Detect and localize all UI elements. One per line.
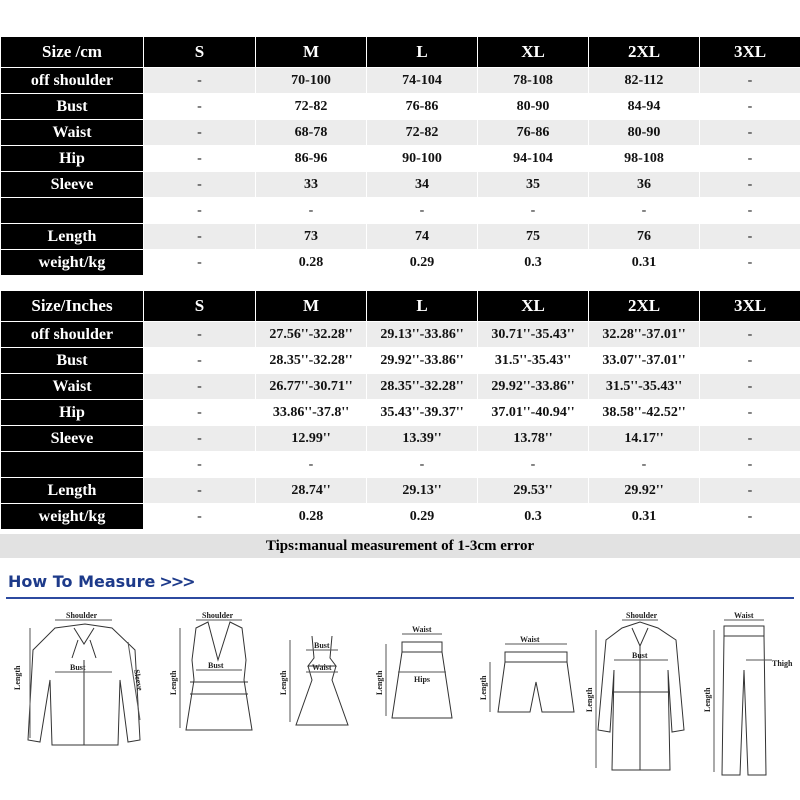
row-label: Sleeve xyxy=(1,426,144,452)
table-cell: 0.28 xyxy=(256,504,367,530)
table-row xyxy=(1,400,800,426)
header-cell: L xyxy=(367,291,478,322)
table-cell: 32.28''-37.01'' xyxy=(589,322,700,348)
table-cell: - xyxy=(256,452,367,478)
size-table-cm xyxy=(0,36,800,276)
header-cell: Size/Inches xyxy=(1,291,144,322)
table-cell: - xyxy=(700,94,800,120)
header-cell: XL xyxy=(478,291,589,322)
table-cell: - xyxy=(144,348,256,374)
table-cell: 29.13''-33.86'' xyxy=(367,322,478,348)
table-cell: - xyxy=(700,374,800,400)
length-label: Length xyxy=(375,670,384,695)
table-cell: - xyxy=(144,224,256,250)
row-label xyxy=(1,198,144,224)
table-cell: 31.5''-35.43'' xyxy=(589,374,700,400)
table-header-row xyxy=(1,291,800,322)
table-cell: 0.31 xyxy=(589,250,700,276)
row-label: Sleeve xyxy=(1,172,144,198)
length-label: Length xyxy=(169,670,178,695)
table-cell: 76 xyxy=(589,224,700,250)
table-cell: - xyxy=(144,374,256,400)
table-cell: 98-108 xyxy=(589,146,700,172)
table-row xyxy=(1,322,800,348)
table-cell: 72-82 xyxy=(367,120,478,146)
table-cell: 13.78'' xyxy=(478,426,589,452)
table-cell: 70-100 xyxy=(256,68,367,94)
table-row xyxy=(1,198,800,224)
table-cell: 0.28 xyxy=(256,250,367,276)
table-cell: - xyxy=(144,478,256,504)
table-cell: - xyxy=(589,452,700,478)
table-cell: 0.29 xyxy=(367,504,478,530)
table-cell: 36 xyxy=(589,172,700,198)
table-cell: - xyxy=(144,426,256,452)
waist-label: Waist xyxy=(412,625,432,634)
table-cell: 14.17'' xyxy=(589,426,700,452)
row-label: Hip xyxy=(1,146,144,172)
row-label: Bust xyxy=(1,348,144,374)
table-cell: 34 xyxy=(367,172,478,198)
table-cell: - xyxy=(700,504,800,530)
table-cell: - xyxy=(700,348,800,374)
row-label: Hip xyxy=(1,400,144,426)
table-header-row xyxy=(1,37,800,68)
table-cell: 29.92''-33.86'' xyxy=(367,348,478,374)
row-label: off shoulder xyxy=(1,322,144,348)
shoulder-label: Shoulder xyxy=(66,611,98,620)
table-cell: - xyxy=(478,198,589,224)
trousers-diagram xyxy=(714,620,772,775)
table-cell: 82-112 xyxy=(589,68,700,94)
table-cell: 80-90 xyxy=(589,120,700,146)
table-cell: 33 xyxy=(256,172,367,198)
table-cell: 84-94 xyxy=(589,94,700,120)
table-row xyxy=(1,374,800,400)
table-row xyxy=(1,250,800,276)
row-label xyxy=(1,452,144,478)
table-cell: 38.58''-42.52'' xyxy=(589,400,700,426)
row-label: weight/kg xyxy=(1,250,144,276)
table-cell: - xyxy=(144,198,256,224)
table-cell: - xyxy=(700,120,800,146)
table-cell: 29.13'' xyxy=(367,478,478,504)
table-cell: 0.3 xyxy=(478,504,589,530)
table-cell: - xyxy=(700,250,800,276)
header-cell: S xyxy=(144,37,256,68)
bust-label: Bust xyxy=(314,641,330,650)
table-cell: 0.29 xyxy=(367,250,478,276)
table-cell: 29.53'' xyxy=(478,478,589,504)
length-label: Length xyxy=(585,687,594,712)
title-divider xyxy=(6,597,794,599)
table-row xyxy=(1,348,800,374)
table-cell: 37.01''-40.94'' xyxy=(478,400,589,426)
table-cell: 78-108 xyxy=(478,68,589,94)
table-cell: - xyxy=(700,452,800,478)
measurement-diagrams xyxy=(0,600,800,800)
table-row xyxy=(1,478,800,504)
table-cell: 12.99'' xyxy=(256,426,367,452)
table-cell: 74-104 xyxy=(367,68,478,94)
table-row xyxy=(1,172,800,198)
table-row xyxy=(1,68,800,94)
table-row xyxy=(1,146,800,172)
how-to-measure-text: How To Measure xyxy=(8,572,156,591)
hips-label: Hips xyxy=(414,675,431,684)
table-cell: 29.92'' xyxy=(589,478,700,504)
table-cell: - xyxy=(700,426,800,452)
header-cell: 3XL xyxy=(700,37,800,68)
length-label: Length xyxy=(703,687,712,712)
header-cell: L xyxy=(367,37,478,68)
table-cell: 76-86 xyxy=(367,94,478,120)
table-row xyxy=(1,224,800,250)
header-cell: Size /cm xyxy=(1,37,144,68)
table-cell: - xyxy=(700,400,800,426)
table-row xyxy=(1,504,800,530)
row-label: Waist xyxy=(1,120,144,146)
table-cell: 33.86''-37.8'' xyxy=(256,400,367,426)
table-cell: 0.3 xyxy=(478,250,589,276)
row-label: Length xyxy=(1,224,144,250)
row-label: Waist xyxy=(1,374,144,400)
table-cell: 29.92''-33.86'' xyxy=(478,374,589,400)
table-cell: - xyxy=(700,172,800,198)
table-cell: 68-78 xyxy=(256,120,367,146)
thigh-label: Thigh xyxy=(772,659,793,668)
table-cell: - xyxy=(144,452,256,478)
table-cell: 94-104 xyxy=(478,146,589,172)
table-cell: - xyxy=(144,250,256,276)
table-cell: 28.35''-32.28'' xyxy=(256,348,367,374)
table-cell: 35.43''-39.37'' xyxy=(367,400,478,426)
table-cell: - xyxy=(144,400,256,426)
size-table-inches xyxy=(0,290,800,530)
bust-label: Bust xyxy=(208,661,224,670)
tank-top-diagram xyxy=(180,620,252,730)
table-cell: - xyxy=(700,224,800,250)
table-row xyxy=(1,452,800,478)
table-cell: 76-86 xyxy=(478,120,589,146)
row-label: Bust xyxy=(1,94,144,120)
row-label: weight/kg xyxy=(1,504,144,530)
table-row xyxy=(1,426,800,452)
header-cell: 2XL xyxy=(589,291,700,322)
row-label: Length xyxy=(1,478,144,504)
table-cell: 73 xyxy=(256,224,367,250)
table-cell: 80-90 xyxy=(478,94,589,120)
shoulder-label: Shoulder xyxy=(202,611,234,620)
coat-diagram xyxy=(596,620,684,770)
table-cell: - xyxy=(256,198,367,224)
blouse-diagram xyxy=(28,620,140,745)
header-cell: 3XL xyxy=(700,291,800,322)
table-cell: - xyxy=(478,452,589,478)
table-cell: 35 xyxy=(478,172,589,198)
table-cell: 27.56''-32.28'' xyxy=(256,322,367,348)
table-cell: 33.07''-37.01'' xyxy=(589,348,700,374)
table-cell: - xyxy=(144,322,256,348)
row-label: off shoulder xyxy=(1,68,144,94)
waist-label: Waist xyxy=(312,663,332,672)
triple-arrow-icon: >>> xyxy=(159,572,194,591)
table-cell: - xyxy=(144,94,256,120)
how-to-measure-title xyxy=(8,572,194,591)
table-cell: 28.74'' xyxy=(256,478,367,504)
shoulder-label: Shoulder xyxy=(626,611,658,620)
table-cell: - xyxy=(144,68,256,94)
table-cell: - xyxy=(144,172,256,198)
sleeve-label: Sleeve xyxy=(132,668,145,692)
table-cell: 26.77''-30.71'' xyxy=(256,374,367,400)
table-cell: 28.35''-32.28'' xyxy=(367,374,478,400)
table-row xyxy=(1,120,800,146)
table-cell: - xyxy=(589,198,700,224)
header-cell: M xyxy=(256,37,367,68)
header-cell: S xyxy=(144,291,256,322)
table-cell: - xyxy=(700,322,800,348)
table-cell: 74 xyxy=(367,224,478,250)
table-cell: 90-100 xyxy=(367,146,478,172)
header-cell: XL xyxy=(478,37,589,68)
table-cell: - xyxy=(700,68,800,94)
table-cell: - xyxy=(144,146,256,172)
tips-banner: Tips:manual measurement of 1-3cm error xyxy=(0,534,800,558)
table-cell: - xyxy=(700,146,800,172)
table-cell: 72-82 xyxy=(256,94,367,120)
header-cell: 2XL xyxy=(589,37,700,68)
table-cell: 30.71''-35.43'' xyxy=(478,322,589,348)
table-cell: - xyxy=(367,198,478,224)
table-cell: - xyxy=(367,452,478,478)
bust-label: Bust xyxy=(632,651,648,660)
table-cell: 0.31 xyxy=(589,504,700,530)
table-cell: - xyxy=(700,478,800,504)
length-label: Length xyxy=(13,665,22,690)
table-cell: 13.39'' xyxy=(367,426,478,452)
table-cell: - xyxy=(144,504,256,530)
table-cell: - xyxy=(700,198,800,224)
length-label: Length xyxy=(279,670,288,695)
table-cell: 86-96 xyxy=(256,146,367,172)
bust-label: Bust xyxy=(70,663,86,672)
shorts-diagram xyxy=(490,644,574,712)
waist-label: Waist xyxy=(520,635,540,644)
table-cell: - xyxy=(144,120,256,146)
waist-label: Waist xyxy=(734,611,754,620)
table-cell: 75 xyxy=(478,224,589,250)
header-cell: M xyxy=(256,291,367,322)
table-cell: 31.5''-35.43'' xyxy=(478,348,589,374)
table-row xyxy=(1,94,800,120)
length-label: Length xyxy=(479,675,488,700)
